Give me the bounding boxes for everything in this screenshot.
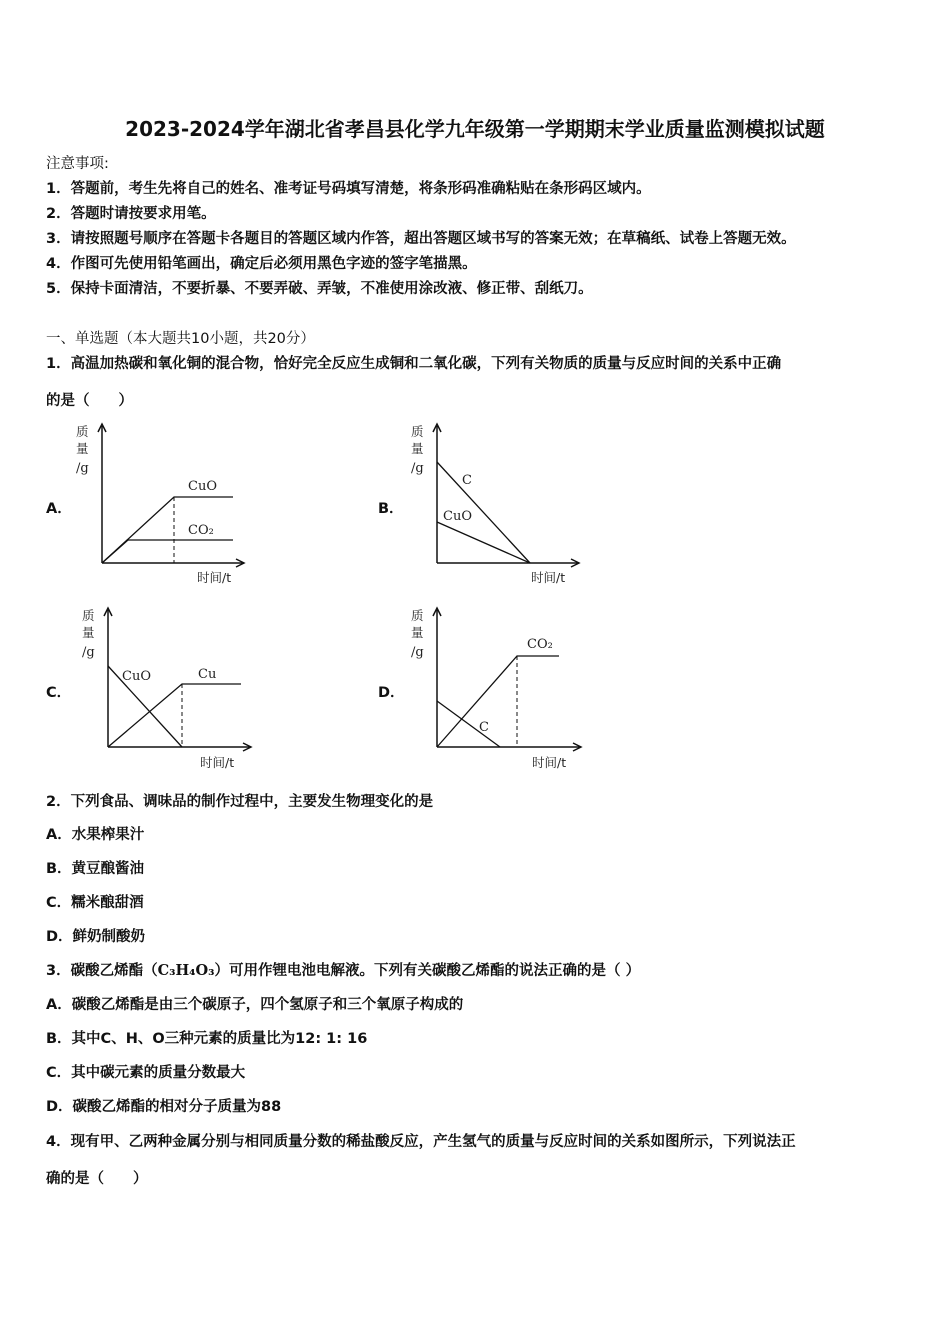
question-stem [46, 959, 640, 980]
graph-line-c [437, 701, 500, 747]
notice-item: 4．作图可先使用铅笔画出，确定后必须用黑色字迹的签字笔描黑。 [46, 256, 477, 272]
curve-label: C [479, 720, 489, 735]
graph-line-co2 [437, 656, 559, 747]
graph-a [70, 420, 255, 590]
y-axis-unit: /g [76, 461, 89, 476]
x-axis-label: 时间/t [197, 570, 232, 585]
question-stem: 的是（ ） [46, 393, 133, 409]
y-axis-unit: /g [411, 461, 424, 476]
option-item: D．鲜奶制酸奶 [46, 929, 146, 945]
y-axis-char: 量 [411, 441, 424, 456]
notice-item: 2．答题时请按要求用笔。 [46, 206, 216, 222]
option-item: C．糯米酿甜酒 [46, 895, 144, 911]
question-stem: 1．高温加热碳和氧化铜的混合物，恰好完全反应生成铜和二氧化碳，下列有关物质的质量与反应时间的关系中正确 [46, 356, 782, 372]
option-item: A．水果榨果汁 [46, 827, 145, 843]
graph-b [405, 420, 590, 590]
y-axis-unit: /g [411, 645, 424, 660]
question-stem: 2．下列食品、调味品的制作过程中，主要发生物理变化的是 [46, 794, 434, 810]
stem-prefix: 3．碳酸乙烯酯（ [46, 963, 158, 979]
graph-line-cu [108, 684, 241, 747]
question-stem: 确的是（ ） [46, 1171, 148, 1187]
page-title: 2023-2024学年湖北省孝昌县化学九年级第一学期期末学业质量监测模拟试题 [125, 117, 825, 141]
curve-label: CO₂ [188, 523, 214, 538]
curve-label: CuO [443, 509, 472, 524]
y-axis-unit: /g [82, 645, 95, 660]
option-label-b: B． [378, 501, 404, 517]
curve-label: C [462, 473, 472, 488]
curve-label: CuO [122, 669, 151, 684]
option-label-d: D． [378, 685, 405, 701]
x-axis-label: 时间/t [531, 570, 566, 585]
notice-heading: 注意事项: [46, 156, 109, 172]
option-label-a: A． [46, 501, 72, 517]
y-axis-char: 质 [411, 608, 424, 623]
y-axis-char: 质 [82, 608, 95, 623]
graph-d [405, 604, 590, 776]
notice-item: 5．保持卡面清洁，不要折暴、不要弄破、弄皱，不准使用涂改液、修正带、刮纸刀。 [46, 281, 593, 297]
option-item: C．其中碳元素的质量分数最大 [46, 1065, 246, 1081]
option-item: D．碳酸乙烯酯的相对分子质量为88 [46, 1099, 282, 1115]
notice-item: 3．请按照题号顺序在答题卡各题目的答题区域内作答，超出答题区域书写的答案无效；在草稿纸、试卷上答题无效。 [46, 231, 796, 247]
y-axis-char: 量 [411, 625, 424, 640]
graph-c [76, 604, 261, 776]
option-item: B．其中C、H、O三种元素的质量比为12: 1: 16 [46, 1031, 368, 1047]
y-axis-char: 量 [82, 625, 95, 640]
graph-line-cuo [437, 522, 530, 563]
stem-suffix: ）可用作锂电池电解液。下列有关碳酸乙烯酯的说法正确的是（ ） [214, 963, 641, 979]
option-label-c: C． [46, 685, 72, 701]
curve-label: Cu [198, 667, 217, 682]
y-axis-char: 质 [76, 424, 89, 439]
question-stem: 4．现有甲、乙两种金属分别与相同质量分数的稀盐酸反应，产生氢气的质量与反应时间的关系如图所示，下列说法正 [46, 1134, 796, 1150]
curve-label: CuO [188, 479, 217, 494]
x-axis-label: 时间/t [532, 755, 567, 770]
y-axis-char: 量 [76, 441, 89, 456]
option-item: A．碳酸乙烯酯是由三个碳原子，四个氢原子和三个氧原子构成的 [46, 997, 464, 1013]
notice-item: 1．答题前，考生先将自己的姓名、准考证号码填写清楚，将条形码准确粘贴在条形码区域内。 [46, 181, 651, 197]
chemical-formula: C₃H₄O₃ [157, 962, 215, 979]
y-axis-char: 质 [411, 424, 424, 439]
option-item: B．黄豆酿酱油 [46, 861, 145, 877]
section-heading: 一、单选题（本大题共10小题，共20分） [46, 331, 315, 347]
x-axis-label: 时间/t [200, 755, 235, 770]
graph-line-co2 [102, 540, 128, 563]
curve-label: CO₂ [527, 637, 553, 652]
